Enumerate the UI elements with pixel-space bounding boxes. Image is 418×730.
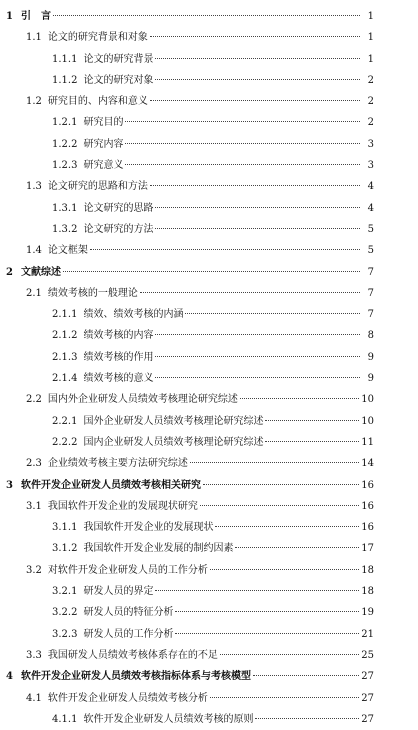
toc-entry-title: 论文框架 bbox=[47, 245, 88, 257]
dot-leader bbox=[155, 58, 360, 59]
dot-leader bbox=[210, 697, 359, 698]
toc-entry[interactable] bbox=[6, 304, 374, 325]
toc-entry[interactable] bbox=[6, 49, 374, 70]
toc-entry-title: 国外企业研发人员绩效考核理论研究综述 bbox=[83, 415, 264, 427]
dot-leader bbox=[155, 228, 360, 229]
toc-entry-title: 论文研究的方法 bbox=[83, 223, 154, 235]
dot-leader bbox=[215, 526, 359, 527]
toc-entry[interactable] bbox=[6, 645, 374, 666]
toc-entry-page: 25 bbox=[361, 649, 374, 661]
toc-entry[interactable] bbox=[6, 70, 374, 91]
toc-entry-page: 19 bbox=[361, 607, 374, 619]
toc-entry-title: 研究内容 bbox=[83, 138, 124, 150]
dot-leader bbox=[203, 484, 359, 485]
toc-entry[interactable] bbox=[6, 219, 374, 240]
toc-entry-page: 27 bbox=[361, 713, 374, 725]
toc-entry-title: 我国软件开发企业的发展现状研究 bbox=[47, 500, 198, 512]
dot-leader bbox=[155, 334, 360, 335]
toc-entry-number: 1 bbox=[6, 11, 13, 22]
toc-entry[interactable] bbox=[6, 155, 374, 176]
toc-entry[interactable] bbox=[6, 134, 374, 155]
toc-entry-title: 我国软件开发企业发展的制约因素 bbox=[83, 543, 234, 555]
dot-leader bbox=[155, 377, 360, 378]
toc-entry-title: 研发人员的界定 bbox=[83, 586, 154, 598]
toc-entry[interactable] bbox=[6, 240, 374, 261]
toc-entry-page: 1 bbox=[367, 53, 374, 65]
toc-entry-number: 3.2.2 bbox=[52, 607, 78, 619]
toc-entry-number: 2.2.1 bbox=[52, 415, 78, 427]
toc-entry-title: 对软件开发企业研发人员的工作分析 bbox=[47, 564, 208, 576]
toc-entry[interactable] bbox=[6, 389, 374, 410]
toc-entry-title: 绩效考核的作用 bbox=[83, 351, 154, 363]
toc-entry-page: 2 bbox=[367, 74, 374, 86]
toc-entry[interactable] bbox=[6, 176, 374, 197]
toc-entry-page: 9 bbox=[367, 373, 374, 385]
toc-entry-title: 绩效、绩效考核的内涵 bbox=[83, 309, 184, 321]
toc-entry-number: 3.2 bbox=[26, 564, 42, 576]
toc-entry-title: 我国研发人员绩效考核体系存在的不足 bbox=[47, 649, 218, 661]
toc-entry-page: 7 bbox=[367, 287, 374, 299]
toc-entry-number: 1.4 bbox=[26, 245, 42, 257]
toc-entry-title: 我国软件开发企业的发展现状 bbox=[83, 522, 214, 534]
toc-entry-number: 2.1.2 bbox=[52, 330, 78, 342]
toc-entry[interactable] bbox=[6, 347, 374, 368]
dot-leader bbox=[253, 675, 359, 676]
toc-entry[interactable] bbox=[6, 325, 374, 346]
toc-entry[interactable] bbox=[6, 496, 374, 517]
toc-entry-number: 4.1.1 bbox=[52, 713, 78, 725]
toc-entry-page: 2 bbox=[367, 96, 374, 108]
toc-entry-page: 1 bbox=[367, 11, 374, 22]
toc-entry[interactable] bbox=[6, 112, 374, 133]
toc-entry-page: 11 bbox=[361, 436, 374, 448]
toc-entry[interactable] bbox=[6, 475, 374, 496]
dot-leader bbox=[175, 611, 359, 612]
toc-entry-number: 3.1.1 bbox=[52, 522, 78, 534]
toc-entry-number: 3.1.2 bbox=[52, 543, 78, 555]
toc-entry-page: 21 bbox=[361, 628, 374, 640]
toc-entry-title: 绩效考核的内容 bbox=[83, 330, 154, 342]
dot-leader bbox=[220, 654, 359, 655]
dot-leader bbox=[190, 462, 359, 463]
toc-entry-page: 16 bbox=[361, 479, 374, 491]
toc-entry-title: 软件开发企业研发人员绩效考核相关研究 bbox=[20, 479, 201, 491]
toc-entry[interactable] bbox=[6, 432, 374, 453]
toc-entry-number: 1.3.1 bbox=[52, 202, 78, 214]
toc-entry[interactable] bbox=[6, 368, 374, 389]
dot-leader bbox=[150, 36, 360, 37]
toc-entry-page: 27 bbox=[361, 671, 374, 683]
toc-entry[interactable] bbox=[6, 6, 374, 27]
toc-entry-page: 5 bbox=[367, 223, 374, 235]
toc-entry-number: 1.1.1 bbox=[52, 53, 78, 65]
toc-entry-page: 16 bbox=[361, 500, 374, 512]
toc-entry-number: 2.2.2 bbox=[52, 436, 78, 448]
toc-entry-number: 4.1 bbox=[26, 692, 42, 704]
toc-entry[interactable] bbox=[6, 709, 374, 730]
toc-entry-number: 2.1.3 bbox=[52, 351, 78, 363]
toc-entry-page: 3 bbox=[367, 160, 374, 172]
toc-entry-page: 7 bbox=[367, 266, 374, 278]
dot-leader bbox=[150, 185, 360, 186]
toc-entry[interactable] bbox=[6, 538, 374, 559]
dot-leader bbox=[53, 15, 360, 16]
toc-entry-number: 2.1 bbox=[26, 287, 42, 299]
toc-entry-title: 研发人员的特征分析 bbox=[83, 607, 174, 619]
toc-entry[interactable] bbox=[6, 262, 374, 283]
toc-entry-title: 研究目的 bbox=[83, 117, 124, 129]
toc-entry-title: 文献综述 bbox=[20, 266, 61, 278]
toc-entry-page: 27 bbox=[361, 692, 374, 704]
dot-leader bbox=[235, 547, 359, 548]
toc-entry[interactable] bbox=[6, 91, 374, 112]
toc-entry-title: 软件开发企业研发人员绩效考核分析 bbox=[47, 692, 208, 704]
toc-entry-number: 2.2 bbox=[26, 394, 42, 406]
toc-entry-number: 2.3 bbox=[26, 458, 42, 470]
toc-entry-page: 4 bbox=[367, 202, 374, 214]
toc-entry-page: 1 bbox=[367, 32, 374, 44]
toc-entry-number: 1.1.2 bbox=[52, 74, 78, 86]
toc-entry-title: 研发人员的工作分析 bbox=[83, 628, 174, 640]
toc-entry-page: 9 bbox=[367, 351, 374, 363]
toc-entry-number: 1.3.2 bbox=[52, 223, 78, 235]
toc-entry-page: 4 bbox=[367, 181, 374, 193]
dot-leader bbox=[155, 590, 359, 591]
toc-entry-title: 论文的研究背景和对象 bbox=[47, 32, 148, 44]
table-of-contents bbox=[6, 6, 374, 730]
toc-entry-number: 2.1.1 bbox=[52, 309, 78, 321]
toc-entry-number: 3.2.3 bbox=[52, 628, 78, 640]
toc-entry[interactable] bbox=[6, 517, 374, 538]
toc-entry-page: 3 bbox=[367, 138, 374, 150]
toc-entry-page: 5 bbox=[367, 245, 374, 257]
dot-leader bbox=[140, 292, 360, 293]
toc-entry-number: 3.3 bbox=[26, 649, 42, 661]
toc-entry-title: 国内企业研发人员绩效考核理论研究综述 bbox=[83, 436, 264, 448]
toc-entry-page: 10 bbox=[361, 394, 374, 406]
toc-entry-page: 7 bbox=[367, 309, 374, 321]
toc-entry-number: 2.1.4 bbox=[52, 373, 78, 385]
toc-entry-number: 1.3 bbox=[26, 181, 42, 193]
dot-leader bbox=[185, 313, 360, 314]
toc-entry-number: 1.1 bbox=[26, 32, 42, 44]
toc-entry-title: 论文的研究背景 bbox=[83, 53, 154, 65]
toc-entry-page: 18 bbox=[361, 586, 374, 598]
dot-leader bbox=[265, 420, 359, 421]
toc-entry-title: 论文研究的思路和方法 bbox=[47, 181, 148, 193]
dot-leader bbox=[125, 164, 360, 165]
toc-entry[interactable] bbox=[6, 283, 374, 304]
toc-entry-page: 8 bbox=[367, 330, 374, 342]
toc-entry-title: 软件开发企业研发人员绩效考核指标体系与考核模型 bbox=[20, 671, 251, 683]
toc-entry[interactable] bbox=[6, 581, 374, 602]
toc-entry-page: 2 bbox=[367, 117, 374, 129]
toc-entry-title: 国内外企业研发人员绩效考核理论研究综述 bbox=[47, 394, 238, 406]
toc-entry-page: 16 bbox=[361, 522, 374, 534]
toc-entry-number: 3.1 bbox=[26, 500, 42, 512]
dot-leader bbox=[240, 398, 359, 399]
dot-leader bbox=[265, 441, 359, 442]
toc-entry-title: 绩效考核的一般理论 bbox=[47, 287, 138, 299]
toc-entry-title: 研究目的、内容和意义 bbox=[47, 96, 148, 108]
toc-entry[interactable] bbox=[6, 560, 374, 581]
dot-leader bbox=[155, 207, 360, 208]
toc-entry-number: 1.2.2 bbox=[52, 138, 78, 150]
toc-entry[interactable] bbox=[6, 666, 374, 687]
toc-entry-title: 引 言 bbox=[20, 11, 51, 22]
dot-leader bbox=[90, 249, 360, 250]
dot-leader bbox=[125, 121, 360, 122]
toc-entry-title: 研究意义 bbox=[83, 160, 124, 172]
dot-leader bbox=[175, 633, 359, 634]
toc-entry[interactable] bbox=[6, 198, 374, 219]
toc-entry[interactable] bbox=[6, 602, 374, 623]
toc-entry-number: 4 bbox=[6, 671, 13, 683]
toc-entry-page: 10 bbox=[361, 415, 374, 427]
toc-entry[interactable] bbox=[6, 411, 374, 432]
toc-entry-title: 企业绩效考核主要方法研究综述 bbox=[47, 458, 188, 470]
toc-entry[interactable] bbox=[6, 453, 374, 474]
toc-entry-page: 18 bbox=[361, 564, 374, 576]
toc-entry-title: 论文研究的思路 bbox=[83, 202, 154, 214]
toc-entry-number: 1.2.3 bbox=[52, 160, 78, 172]
dot-leader bbox=[63, 271, 360, 272]
toc-entry[interactable] bbox=[6, 624, 374, 645]
toc-entry-title: 软件开发企业研发人员绩效考核的原则 bbox=[83, 713, 254, 725]
dot-leader bbox=[255, 718, 359, 719]
dot-leader bbox=[125, 143, 360, 144]
toc-entry-page: 14 bbox=[361, 458, 374, 470]
toc-entry[interactable] bbox=[6, 27, 374, 48]
toc-entry[interactable] bbox=[6, 688, 374, 709]
toc-entry-number: 3 bbox=[6, 479, 13, 491]
dot-leader bbox=[200, 505, 359, 506]
dot-leader bbox=[210, 569, 359, 570]
toc-entry-title: 绩效考核的意义 bbox=[83, 373, 154, 385]
toc-entry-number: 2 bbox=[6, 266, 13, 278]
toc-entry-number: 3.2.1 bbox=[52, 586, 78, 598]
toc-entry-title: 论文的研究对象 bbox=[83, 74, 154, 86]
dot-leader bbox=[155, 79, 360, 80]
toc-entry-number: 1.2.1 bbox=[52, 117, 78, 129]
toc-entry-page: 17 bbox=[361, 543, 374, 555]
dot-leader bbox=[155, 356, 360, 357]
dot-leader bbox=[150, 100, 360, 101]
toc-entry-number: 1.2 bbox=[26, 96, 42, 108]
